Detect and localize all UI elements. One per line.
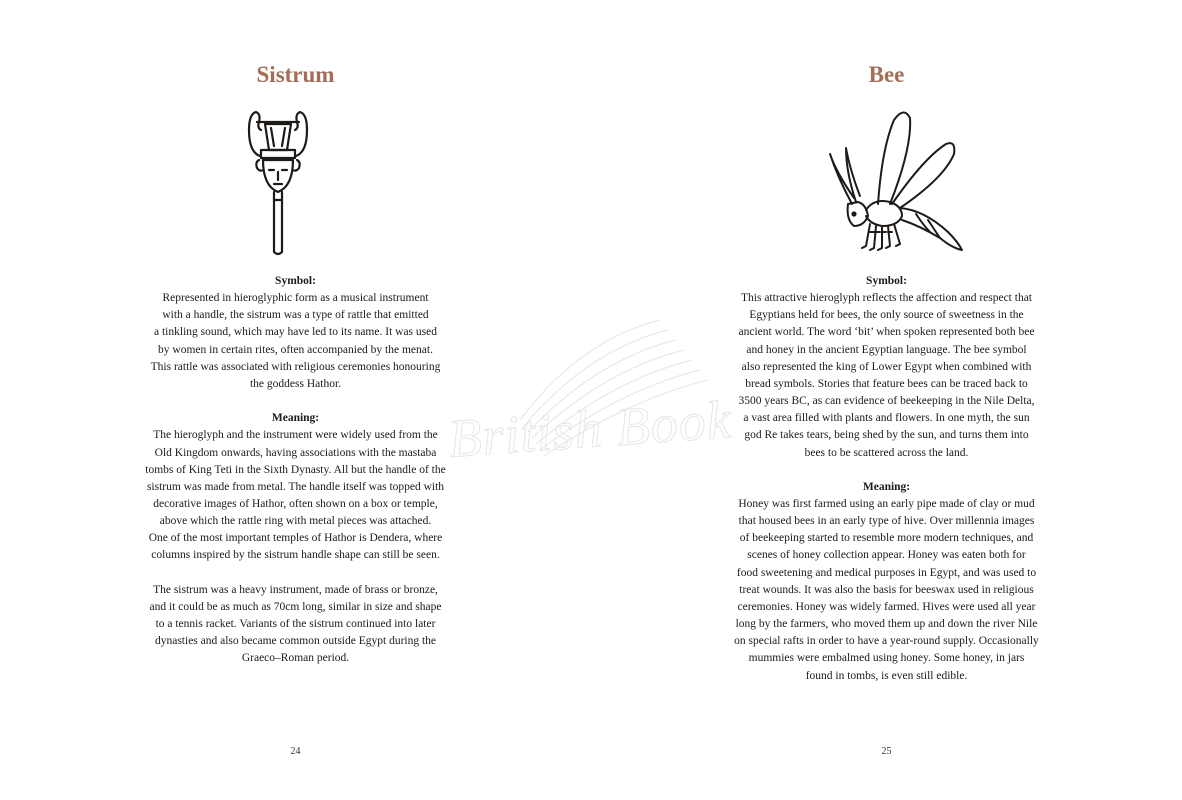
text-line: This attractive hieroglyph reflects the affection and respect that xyxy=(741,292,1032,305)
text-line: and honey in the ancient Egyptian language. The bee symbol xyxy=(746,343,1027,356)
text-line: on special rafts in order to have a year-round supply. Occasionally xyxy=(734,635,1039,648)
page-number: 25 xyxy=(881,746,892,757)
text-line: treat wounds. It was also the basis for beeswax used in religious xyxy=(739,583,1034,596)
text-line: the goddess Hathor. xyxy=(249,377,342,390)
meaning-heading: Meaning: xyxy=(271,412,320,425)
text-line: columns inspired by the sistrum handle shape can still be seen. xyxy=(151,549,440,562)
text-line: above which the rattle ring with metal pieces was attached. xyxy=(159,515,432,528)
text-line: and it could be as much as 70cm long, similar in size and shape xyxy=(149,600,442,613)
text-line: Represented in hieroglyphic form as a musical instrument xyxy=(162,292,429,305)
text-line: tombs of King Teti in the Sixth Dynasty. All but the handle of the xyxy=(145,463,446,476)
meaning-heading: Meaning: xyxy=(862,480,911,493)
text-line: a vast area filled with plants and flowers. In one myth, the sun xyxy=(743,412,1030,425)
symbol-section xyxy=(0,273,591,668)
text-line: Honey was first farmed using an early pipe made of clay or mud xyxy=(738,498,1035,511)
text-line: bread symbols. Stories that feature bees can be traced back to xyxy=(745,377,1028,390)
page-title: Bee xyxy=(868,62,905,87)
text-line: The sistrum was a heavy instrument, made of brass or bronze, xyxy=(153,583,438,596)
page-number: 24 xyxy=(290,746,301,757)
text-line: by women in certain rites, often accompanied by the menat. xyxy=(158,343,433,356)
text-line: a tinkling sound, which may have led to its name. It was used xyxy=(154,326,437,339)
text-line: Old Kingdom onwards, having associations with the mastaba xyxy=(154,446,437,459)
text-line: The hieroglyph and the instrument were widely used from the xyxy=(153,429,438,442)
text-line: to a tennis racket. Variants of the sistrum continued into later xyxy=(155,618,436,631)
symbol-heading: Symbol: xyxy=(866,275,907,287)
right-page xyxy=(591,0,1182,800)
text-line: sistrum was made from metal. The handle itself was topped with xyxy=(146,480,445,493)
text-line: mummies were embalmed using honey. Some honey, in jars xyxy=(748,652,1025,665)
text-line: food sweetening and medical purposes in Egypt, and was used to xyxy=(736,566,1037,579)
text-line: also represented the king of Lower Egypt when combined with xyxy=(741,360,1032,373)
text-line: dynasties and also became common outside Egypt during the xyxy=(154,635,437,648)
text-line: long by the farmers, who moved them up and down the river Nile xyxy=(735,618,1038,631)
text-line: Graeco–Roman period. xyxy=(241,652,350,665)
text-line: ancient world. The word ‘bit’ when spoken represented both bee xyxy=(738,326,1035,339)
text-line: scenes of honey collection appear. Honey was eaten both for xyxy=(747,549,1026,562)
text-line: with a handle, the sistrum was a type of rattle that emitted xyxy=(162,309,429,322)
page-title: Sistrum xyxy=(256,62,335,87)
text-line: This rattle was associated with religious ceremonies honouring xyxy=(150,360,441,373)
symbol-heading: Symbol: xyxy=(275,275,316,287)
text-line: that housed bees in an early type of hive. Over millennia images xyxy=(738,515,1035,528)
bee-icon xyxy=(824,108,974,260)
text-line: god Re takes tears, being shed by the sun, and turns them into xyxy=(744,429,1029,442)
text-line: of beekeeping started to resemble more modern techniques, and xyxy=(739,532,1034,545)
symbol-section xyxy=(591,273,1182,685)
text-line: found in tombs, is even still edible. xyxy=(805,669,968,682)
text-line: ceremonies. Honey was widely farmed. Hives were used all year xyxy=(737,600,1036,613)
text-line: Egyptians held for bees, the only source of sweetness in the xyxy=(749,309,1024,322)
text-line: bees to be scattered across the land. xyxy=(804,446,969,459)
watermark-text: British Book xyxy=(446,389,734,469)
text-line: One of the most important temples of Hathor is Dendera, where xyxy=(148,532,443,545)
text-line: 3500 years BC, as can evidence of beekeeping in the Nile Delta, xyxy=(738,395,1035,408)
sistrum-icon xyxy=(243,108,313,258)
text-line: decorative images of Hathor, often shown on a box or temple, xyxy=(153,498,438,511)
